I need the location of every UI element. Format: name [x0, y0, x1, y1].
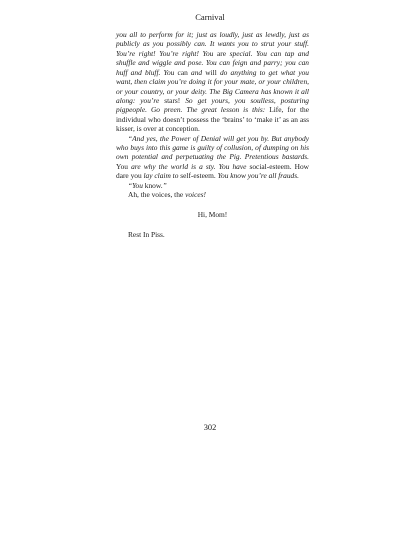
roman-run: stars!	[159, 95, 186, 105]
roman-run: Ah, the voices, the	[128, 190, 186, 200]
page-number: 302	[203, 423, 217, 432]
italic-run: and	[191, 67, 203, 77]
roman-run: self-esteem.	[178, 171, 218, 181]
italic-run: voices!	[185, 190, 206, 200]
signoff-line: Hi, Mom!	[197, 209, 228, 219]
roman-run: know.	[142, 180, 163, 190]
closing-line: Rest In Piss.	[128, 230, 165, 240]
paragraph	[116, 181, 309, 190]
roman-run: Life, for the individual who doesn’t possess the ‘brains’ to ‘make it’ as an ass kisser, is over at conception.	[116, 105, 309, 134]
roman-run: can	[174, 67, 192, 77]
italic-run: lay claim to	[143, 171, 179, 181]
italic-run: “You	[128, 180, 143, 190]
italic-run: “And yes, the Power of Denial will get you by. But anybody who buys into this game is guilty of collusion, of dumping on his own potential and perpetuating the Pig. Pretentious bastards.	[116, 133, 309, 162]
italic-run: So get yours, you soulless, posturing pigpeople. Go preen. The great lesson is this:	[116, 95, 309, 115]
italic-run: You know you’re all frauds.	[217, 171, 299, 181]
paragraph	[116, 190, 309, 199]
italic-run: ”	[162, 180, 167, 190]
roman-run: are	[213, 48, 230, 58]
roman-run: You	[116, 161, 132, 171]
italic-run: are why the world is a sty. You have	[131, 161, 247, 171]
paragraph	[116, 134, 309, 181]
paragraph	[116, 30, 309, 134]
roman-run: will	[202, 67, 220, 77]
italic-run: you all to perform for it; just as loudly, just as lewdly, just as publicly as you possibly can. It wants you to strut your stuff. You’re right! You’re right! You	[116, 30, 309, 58]
roman-run: social-esteem. How dare you	[116, 161, 309, 181]
body-text	[116, 30, 309, 239]
running-head: Carnival	[195, 12, 225, 22]
italic-run: do anything to get what you want, then claim you’re doing it for your mate, or your children, or your country, or your deity. The Big Camera has known it all along: you’re	[116, 67, 309, 105]
italic-run: special. You can tap and shuffle and wiggle and pose. You can feign and parry; you can huff and bluff. You	[116, 48, 309, 77]
